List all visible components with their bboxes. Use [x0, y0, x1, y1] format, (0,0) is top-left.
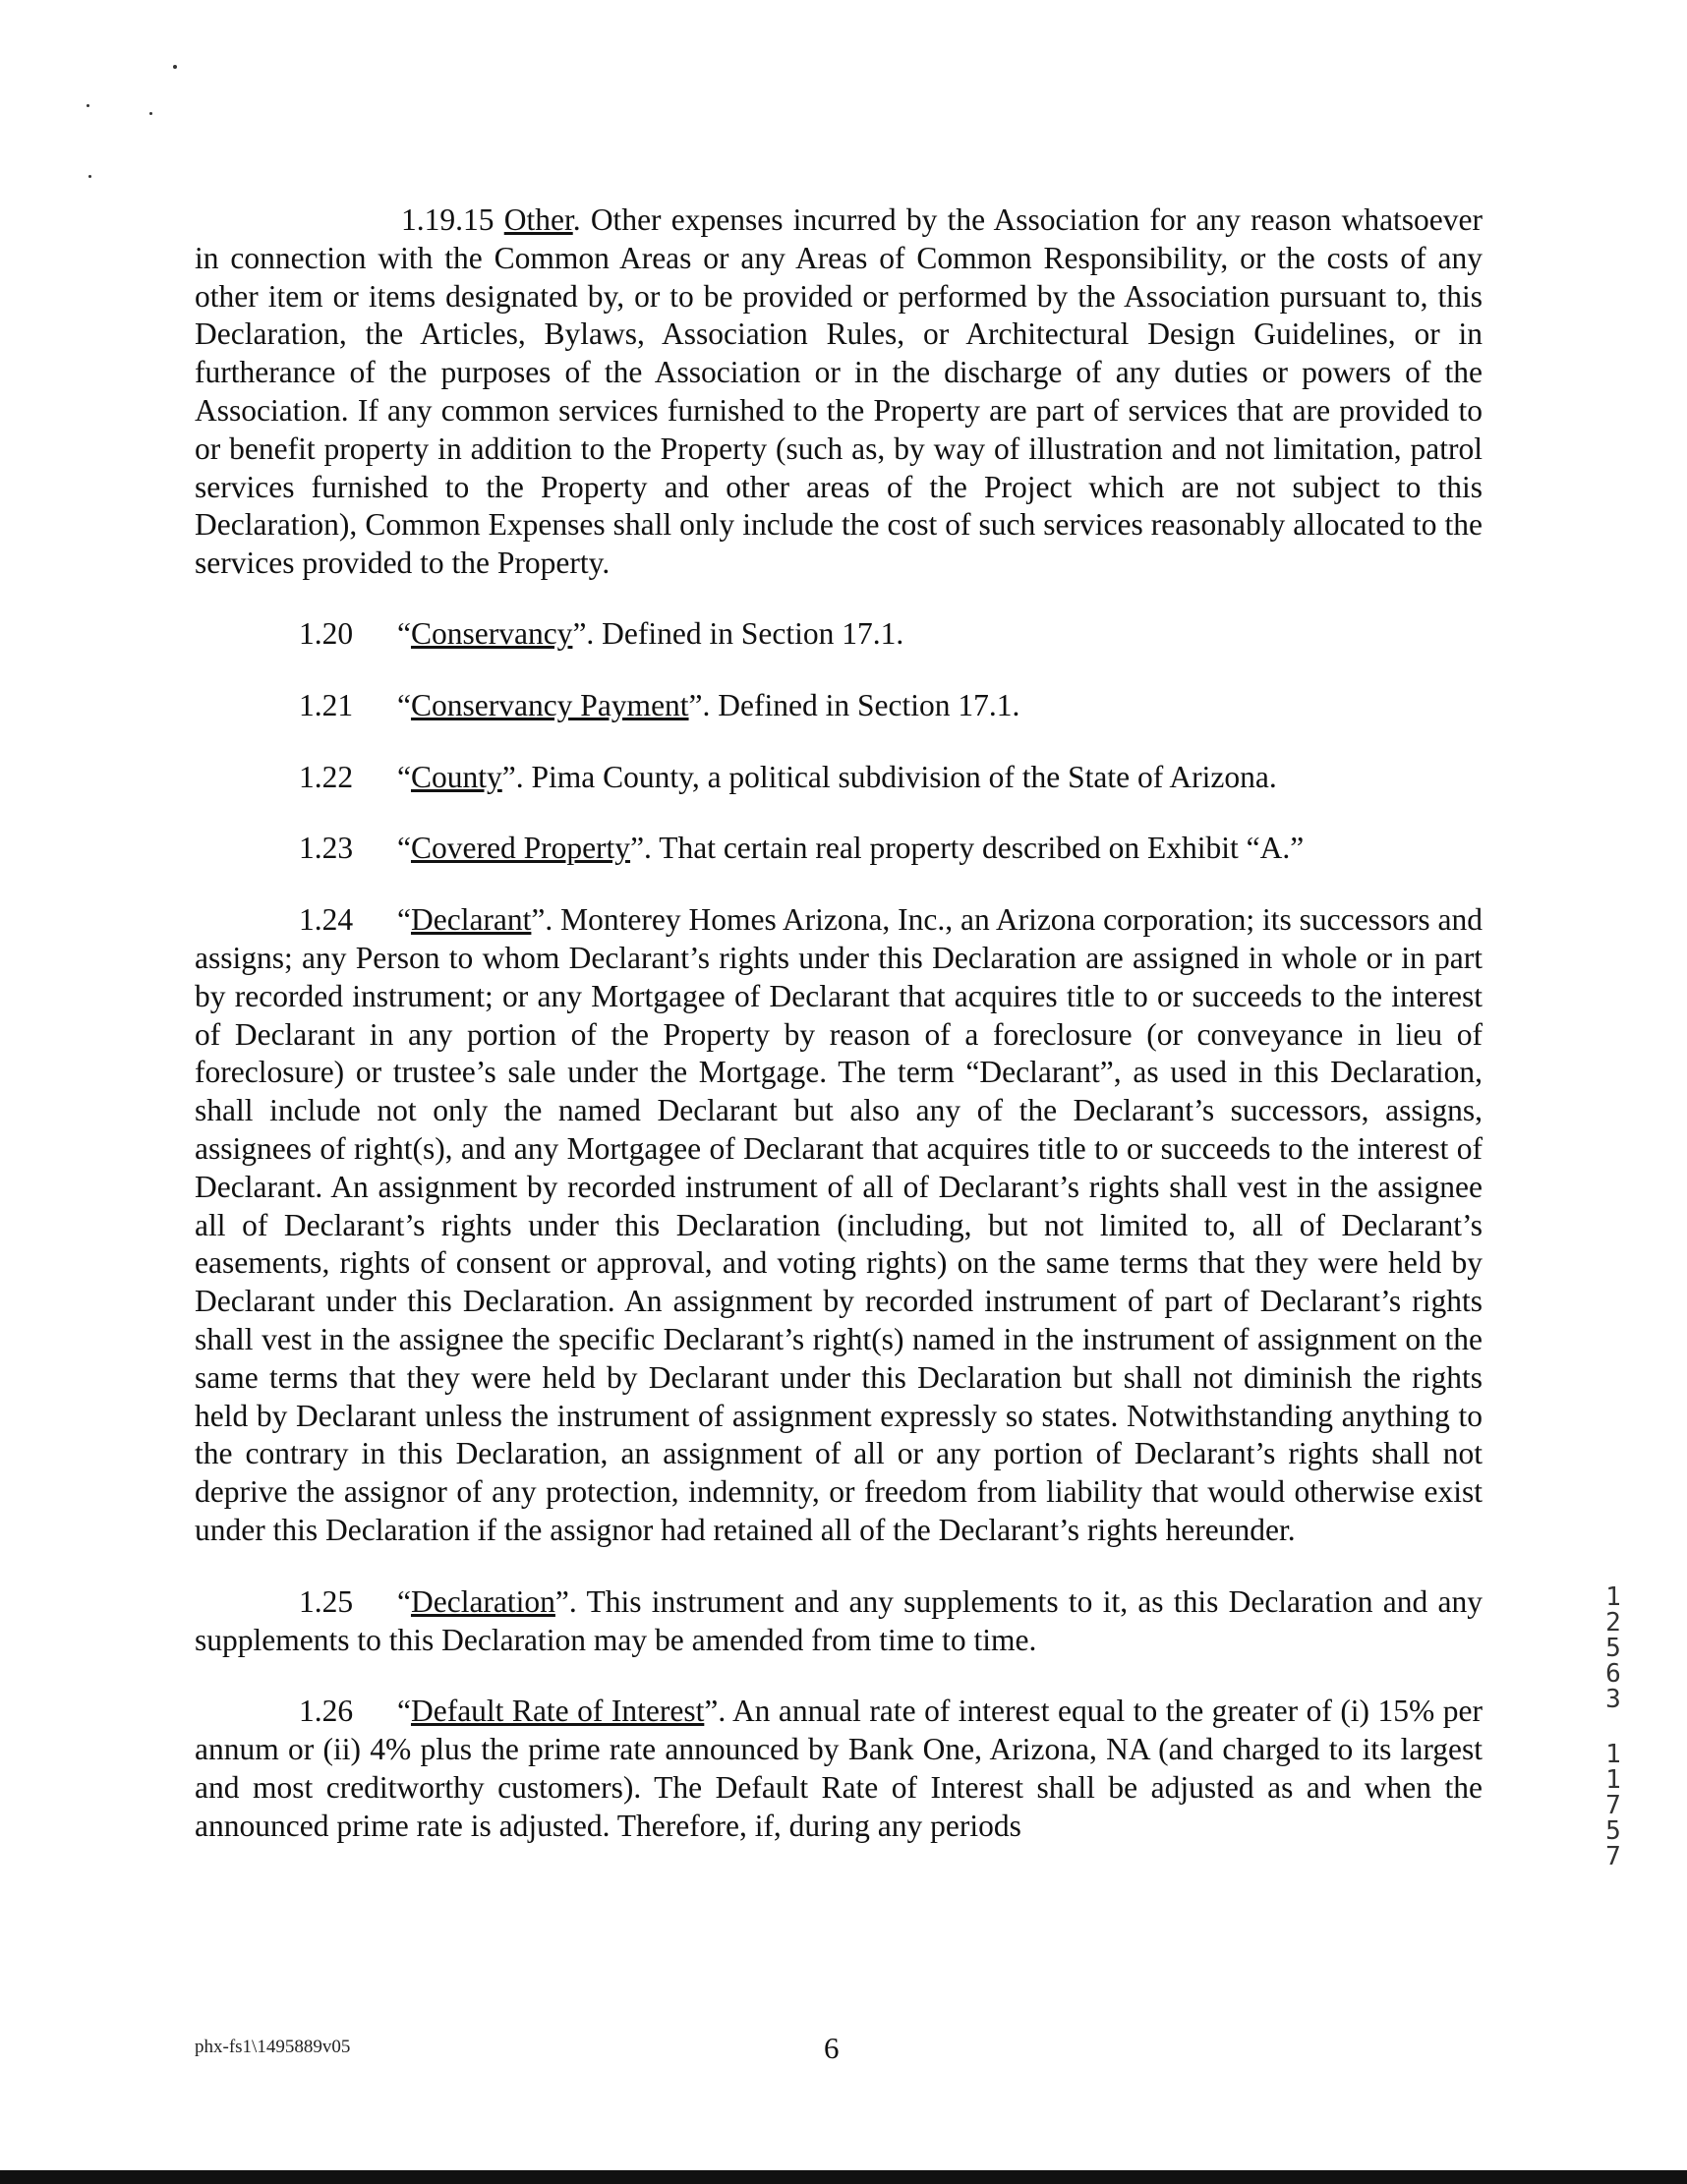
close-quote: ” — [531, 902, 546, 938]
close-quote: ” — [704, 1694, 719, 1729]
recording-stamp — [1599, 1584, 1628, 1869]
paragraph-text: . Other expenses incurred by the Association for any reason whatsoever in connection with the Common Areas or any Areas of Common Responsibility, or the costs of any other item or items designated by, or to be provided or performed by the Association pursuant to, this Declaration, the Articles, Bylaws, Association Rules, or Architectural Design Guidelines, or in furtherance of the purposes of the Association or in the discharge of any duties or powers of the Association. If any common services furnished to the Property are part of services that are provided to or benefit property in addition to the Property (such as, by way of illustration and not limitation, patrol services furnished to the Property and other areas of the Project which are not subject to this Declaration), Common Expenses shall only include the cost of such services reasonably allocated to the services provided to the Property. — [195, 202, 1483, 581]
definition-1-20 — [195, 615, 1483, 654]
definition-text: . That certain real property described on Exhibit “A.” — [644, 831, 1305, 866]
open-quote: “ — [397, 1694, 411, 1729]
paragraph-1-19-15 — [195, 201, 1483, 583]
section-number: 1.26 — [299, 1694, 354, 1729]
defined-term: County — [410, 759, 502, 794]
definition-text: . Defined in Section 17.1. — [702, 687, 1020, 722]
close-quote: ” — [630, 831, 645, 866]
document-id: phx-fs1\1495889v05 — [195, 2037, 351, 2057]
stamp-gap — [1599, 1712, 1628, 1742]
scan-speck — [87, 104, 89, 107]
defined-term: Covered Property — [410, 831, 631, 866]
stamp-digit: 5 — [1605, 1634, 1621, 1663]
page-number: 6 — [824, 2031, 840, 2065]
definition-1-24 — [195, 901, 1483, 1550]
definition-text: . Defined in Section 17.1. — [586, 615, 904, 651]
stamp-digit: 2 — [1605, 1608, 1621, 1638]
document-body — [195, 201, 1483, 1845]
defined-term: Default Rate of Interest — [410, 1694, 705, 1729]
section-number: 1.20 — [299, 615, 354, 651]
defined-term: Other — [503, 202, 573, 237]
section-number: 1.24 — [299, 902, 354, 938]
stamp-digit: 3 — [1605, 1685, 1621, 1714]
section-number: 1.19.15 — [401, 202, 494, 237]
definition-1-26 — [195, 1693, 1483, 1845]
definition-1-22 — [195, 759, 1483, 797]
open-quote: “ — [397, 759, 411, 794]
close-quote: ” — [501, 759, 516, 794]
definition-text: . Pima County, a political subdivision of the State of Arizona. — [515, 759, 1277, 794]
section-number: 1.25 — [299, 1583, 354, 1619]
close-quote: ” — [572, 615, 587, 651]
stamp-digit: 7 — [1605, 1842, 1621, 1871]
close-quote: ” — [688, 687, 703, 722]
stamp-digit: 7 — [1605, 1791, 1621, 1820]
open-quote: “ — [397, 615, 411, 651]
scan-speck — [173, 65, 177, 69]
defined-term: Declarant — [410, 902, 532, 938]
scan-edge — [0, 2170, 1687, 2184]
stamp-digit: 1 — [1605, 1582, 1621, 1612]
definition-text: . An annual rate of interest equal to the greater of (i) 15% per annum or (ii) 4% plus the prime rate announced by Bank One, Arizona, NA (and charged to its largest and most creditworthy customers). The Default Rate of Interest shall be adjusted as and when the announced prime rate is adjusted. Therefore, if, during any periods — [195, 1694, 1483, 1843]
open-quote: “ — [397, 831, 411, 866]
definition-text: . Monterey Homes Arizona, Inc., an Arizona corporation; its successors and assigns; any Person to whom Declarant’s rights under this Declaration are assigned in whole or in part by recorded instrument; or any Mortgagee of Declarant that acquires title to or succeeds to the interest of Declarant in any portion of the Property by reason of a foreclosure (or conveyance in lieu of foreclosure) or trustee’s sale under the Mortgage. The term “Declarant”, as used in this Declaration, shall include not only the named Declarant but also any of the Declarant’s successors, assigns, assignees of right(s), and any Mortgagee of Declarant that acquires title to or succeeds to the interest of Declarant. An assignment by recorded instrument of all of Declarant’s rights shall vest in the assignee all of Declarant’s rights under this Declaration (including, but not limited to, all of Declarant’s easements, rights of consent or approval, and voting rights) on the same terms that they were held by Declarant under this Declaration. An assignment by recorded instrument of part of Declarant’s rights shall vest in the assignee the specific Declarant’s right(s) named in the instrument of assignment on the same terms that they were held by Declarant under this Declaration but shall not diminish the rights held by Declarant unless the instrument of assignment expressly so states. Notwithstanding anything to the contrary in this Declaration, an assignment of all or any portion of Declarant’s rights shall not deprive the assignor of any protection, indemnity, or freedom from liability that would otherwise exist under this Declaration if the assignor had retained all of the Declarant’s rights hereunder. — [195, 902, 1483, 1547]
definition-1-25 — [195, 1583, 1483, 1660]
defined-term: Conservancy — [410, 615, 573, 651]
section-number: 1.21 — [299, 687, 354, 722]
section-number: 1.22 — [299, 759, 354, 794]
section-number: 1.23 — [299, 831, 354, 866]
scan-speck — [88, 175, 91, 178]
open-quote: “ — [397, 1583, 411, 1619]
close-quote: ” — [554, 1583, 569, 1619]
open-quote: “ — [397, 687, 411, 722]
definition-1-23 — [195, 830, 1483, 868]
defined-term: Conservancy Payment — [410, 687, 689, 722]
open-quote: “ — [397, 902, 411, 938]
stamp-digit: 1 — [1605, 1765, 1621, 1795]
stamp-digit: 1 — [1605, 1740, 1621, 1769]
definition-1-21 — [195, 687, 1483, 725]
scan-speck — [149, 112, 152, 115]
defined-term: Declaration — [410, 1583, 555, 1619]
stamp-digit: 6 — [1605, 1659, 1621, 1689]
stamp-digit: 5 — [1605, 1816, 1621, 1846]
definition-text: . This instrument and any supplements to it, as this Declaration and any supplements to this Declaration may be amended from time to time. — [195, 1583, 1483, 1657]
